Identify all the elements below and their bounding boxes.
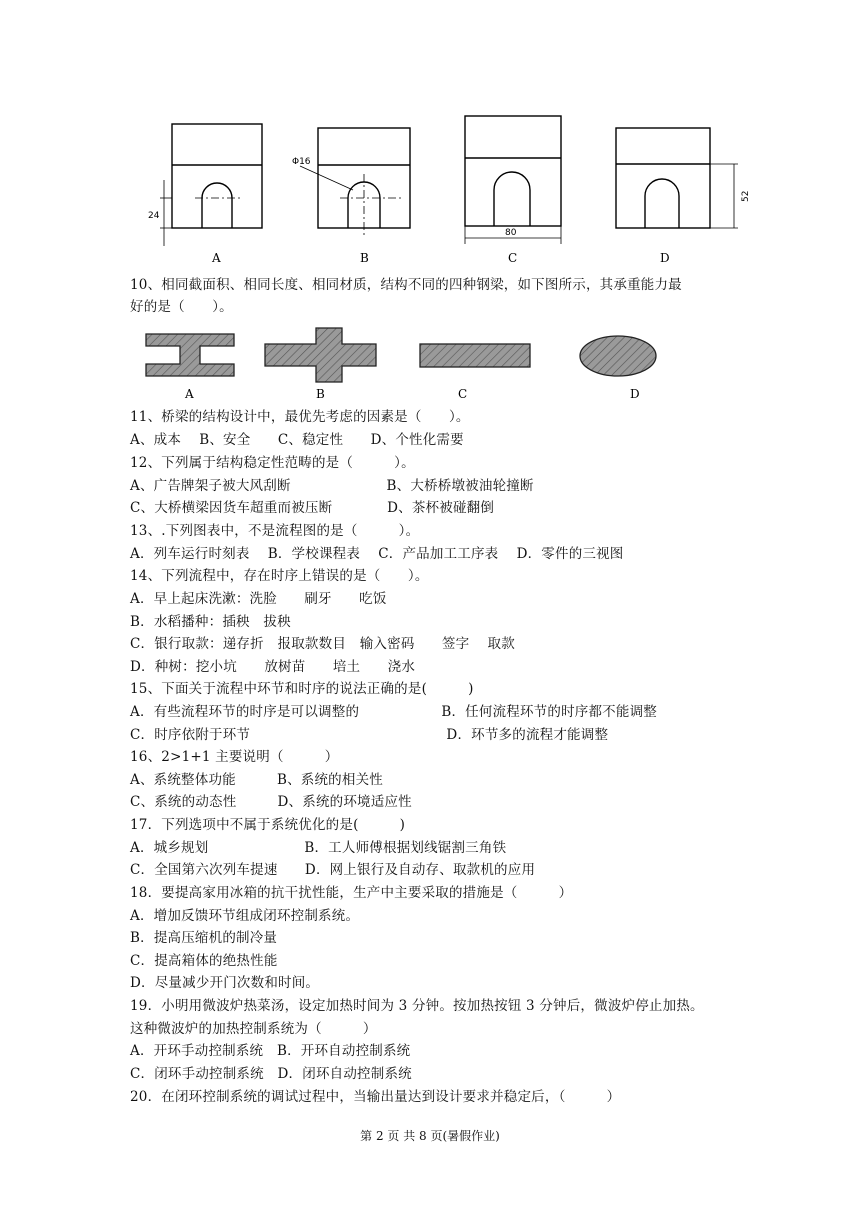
dim-c: 80 bbox=[505, 228, 517, 238]
page-footer: 第 2 页 共 8 页(暑假作业) bbox=[360, 1129, 500, 1143]
view-label-d: D bbox=[660, 251, 670, 265]
question-line: A．城乡规划 B．工人师傅根据划线锯割三角铁 bbox=[130, 840, 507, 856]
question-line: A、系统整体功能 B、系统的相关性 bbox=[130, 772, 383, 788]
beam-label-a: A bbox=[185, 387, 194, 401]
question-line: C、系统的动态性 D、系统的环境适应性 bbox=[130, 794, 412, 810]
question-line: C．银行取款：递存折 报取款数目 输入密码 签字 取款 bbox=[130, 636, 515, 652]
question-line: A．增加反馈环节组成闭环控制系统。 bbox=[130, 908, 360, 924]
beam-label-b: B bbox=[316, 387, 325, 401]
beam-label-d: D bbox=[630, 387, 640, 401]
view-d bbox=[616, 128, 738, 228]
question-line: A．开环手动控制系统 B．开环自动控制系统 bbox=[130, 1043, 411, 1059]
beam-label-c: C bbox=[458, 387, 468, 401]
question-line: A．早上起床洗漱：洗脸 刷牙 吃饭 bbox=[130, 591, 387, 607]
beam-round-section bbox=[580, 336, 656, 376]
question-line: 13、.下列图表中，不是流程图的是（ ）。 bbox=[130, 523, 420, 539]
question-line: 17．下列选项中不属于系统优化的是( ) bbox=[130, 817, 406, 833]
question-line: 这种微波炉的加热控制系统为（ ） bbox=[130, 1021, 377, 1037]
question-line: D．尽量减少开门次数和时间。 bbox=[130, 975, 320, 991]
dim-d: 52 bbox=[741, 190, 751, 202]
question-line: C．全国第六次列车提速 D．网上银行及自动存、取款机的应用 bbox=[130, 862, 536, 878]
view-label-a: A bbox=[212, 251, 221, 265]
question-line: 11、桥梁的结构设计中，最优先考虑的因素是（ ）。 bbox=[130, 409, 470, 425]
question-line: 12、下列属于结构稳定性范畴的是（ ）。 bbox=[130, 455, 415, 471]
question-line: 好的是（ ）。 bbox=[130, 299, 233, 315]
question-line: C．闭环手动控制系统 D．闭环自动控制系统 bbox=[130, 1066, 412, 1082]
question-line: D．种树：挖小坑 放树苗 培土 浇水 bbox=[130, 659, 416, 675]
question-line: A、成本 B、安全 C、稳定性 D、个性化需要 bbox=[130, 432, 464, 448]
view-label-b: B bbox=[360, 251, 369, 265]
dim-a: 24 bbox=[148, 211, 160, 221]
question-line: 14、下列流程中，存在时序上错误的是（ ）。 bbox=[130, 568, 429, 584]
beam-cross-section bbox=[265, 328, 376, 382]
question-line: B．提高压缩机的制冷量 bbox=[130, 930, 278, 946]
question-line: 19．小明用微波炉热菜汤，设定加热时间为 3 分钟。按加热按钮 3 分钟后，微波炉停止加热。 bbox=[130, 998, 704, 1014]
question-line: 10、相同截面积、相同长度、相同材质，结构不同的四种钢梁，如下图所示，其承重能力最 bbox=[130, 277, 682, 293]
view-a bbox=[160, 124, 262, 246]
views-figure bbox=[140, 108, 760, 268]
dim-b: Φ16 bbox=[292, 157, 311, 167]
beam-i-section bbox=[146, 334, 234, 376]
question-line: A．有些流程环节的时序是可以调整的 B．任何流程环节的时序都不能调整 bbox=[130, 704, 657, 720]
beam-flat-section bbox=[420, 344, 530, 367]
question-line: 15、下面关于流程中环节和时序的说法正确的是( ) bbox=[130, 681, 474, 697]
view-label-c: C bbox=[508, 251, 518, 265]
question-line: C、大桥横梁因货车超重而被压断 D、茶杯被碰翻倒 bbox=[130, 500, 495, 516]
question-line: 16、2>1+1 主要说明（ ） bbox=[130, 749, 339, 765]
question-line: B．水稻播种：插秧 拔秧 bbox=[130, 614, 291, 630]
question-line: 20．在闭环控制系统的调试过程中，当输出量达到设计要求并稳定后，（ ） bbox=[130, 1089, 621, 1105]
question-line: 18．要提高家用冰箱的抗干扰性能，生产中主要采取的措施是（ ） bbox=[130, 885, 573, 901]
question-line: C．时序依附于环节 D．环节多的流程才能调整 bbox=[130, 727, 609, 743]
question-line: A、广告牌架子被大风刮断 B、大桥桥墩被油轮撞断 bbox=[130, 478, 534, 494]
beam-sections-figure bbox=[130, 322, 675, 402]
view-c bbox=[465, 116, 561, 244]
view-b bbox=[300, 128, 410, 238]
question-line: C．提高箱体的绝热性能 bbox=[130, 953, 278, 969]
question-line: A．列车运行时刻表 B．学校课程表 C．产品加工工序表 D．零件的三视图 bbox=[130, 546, 624, 562]
